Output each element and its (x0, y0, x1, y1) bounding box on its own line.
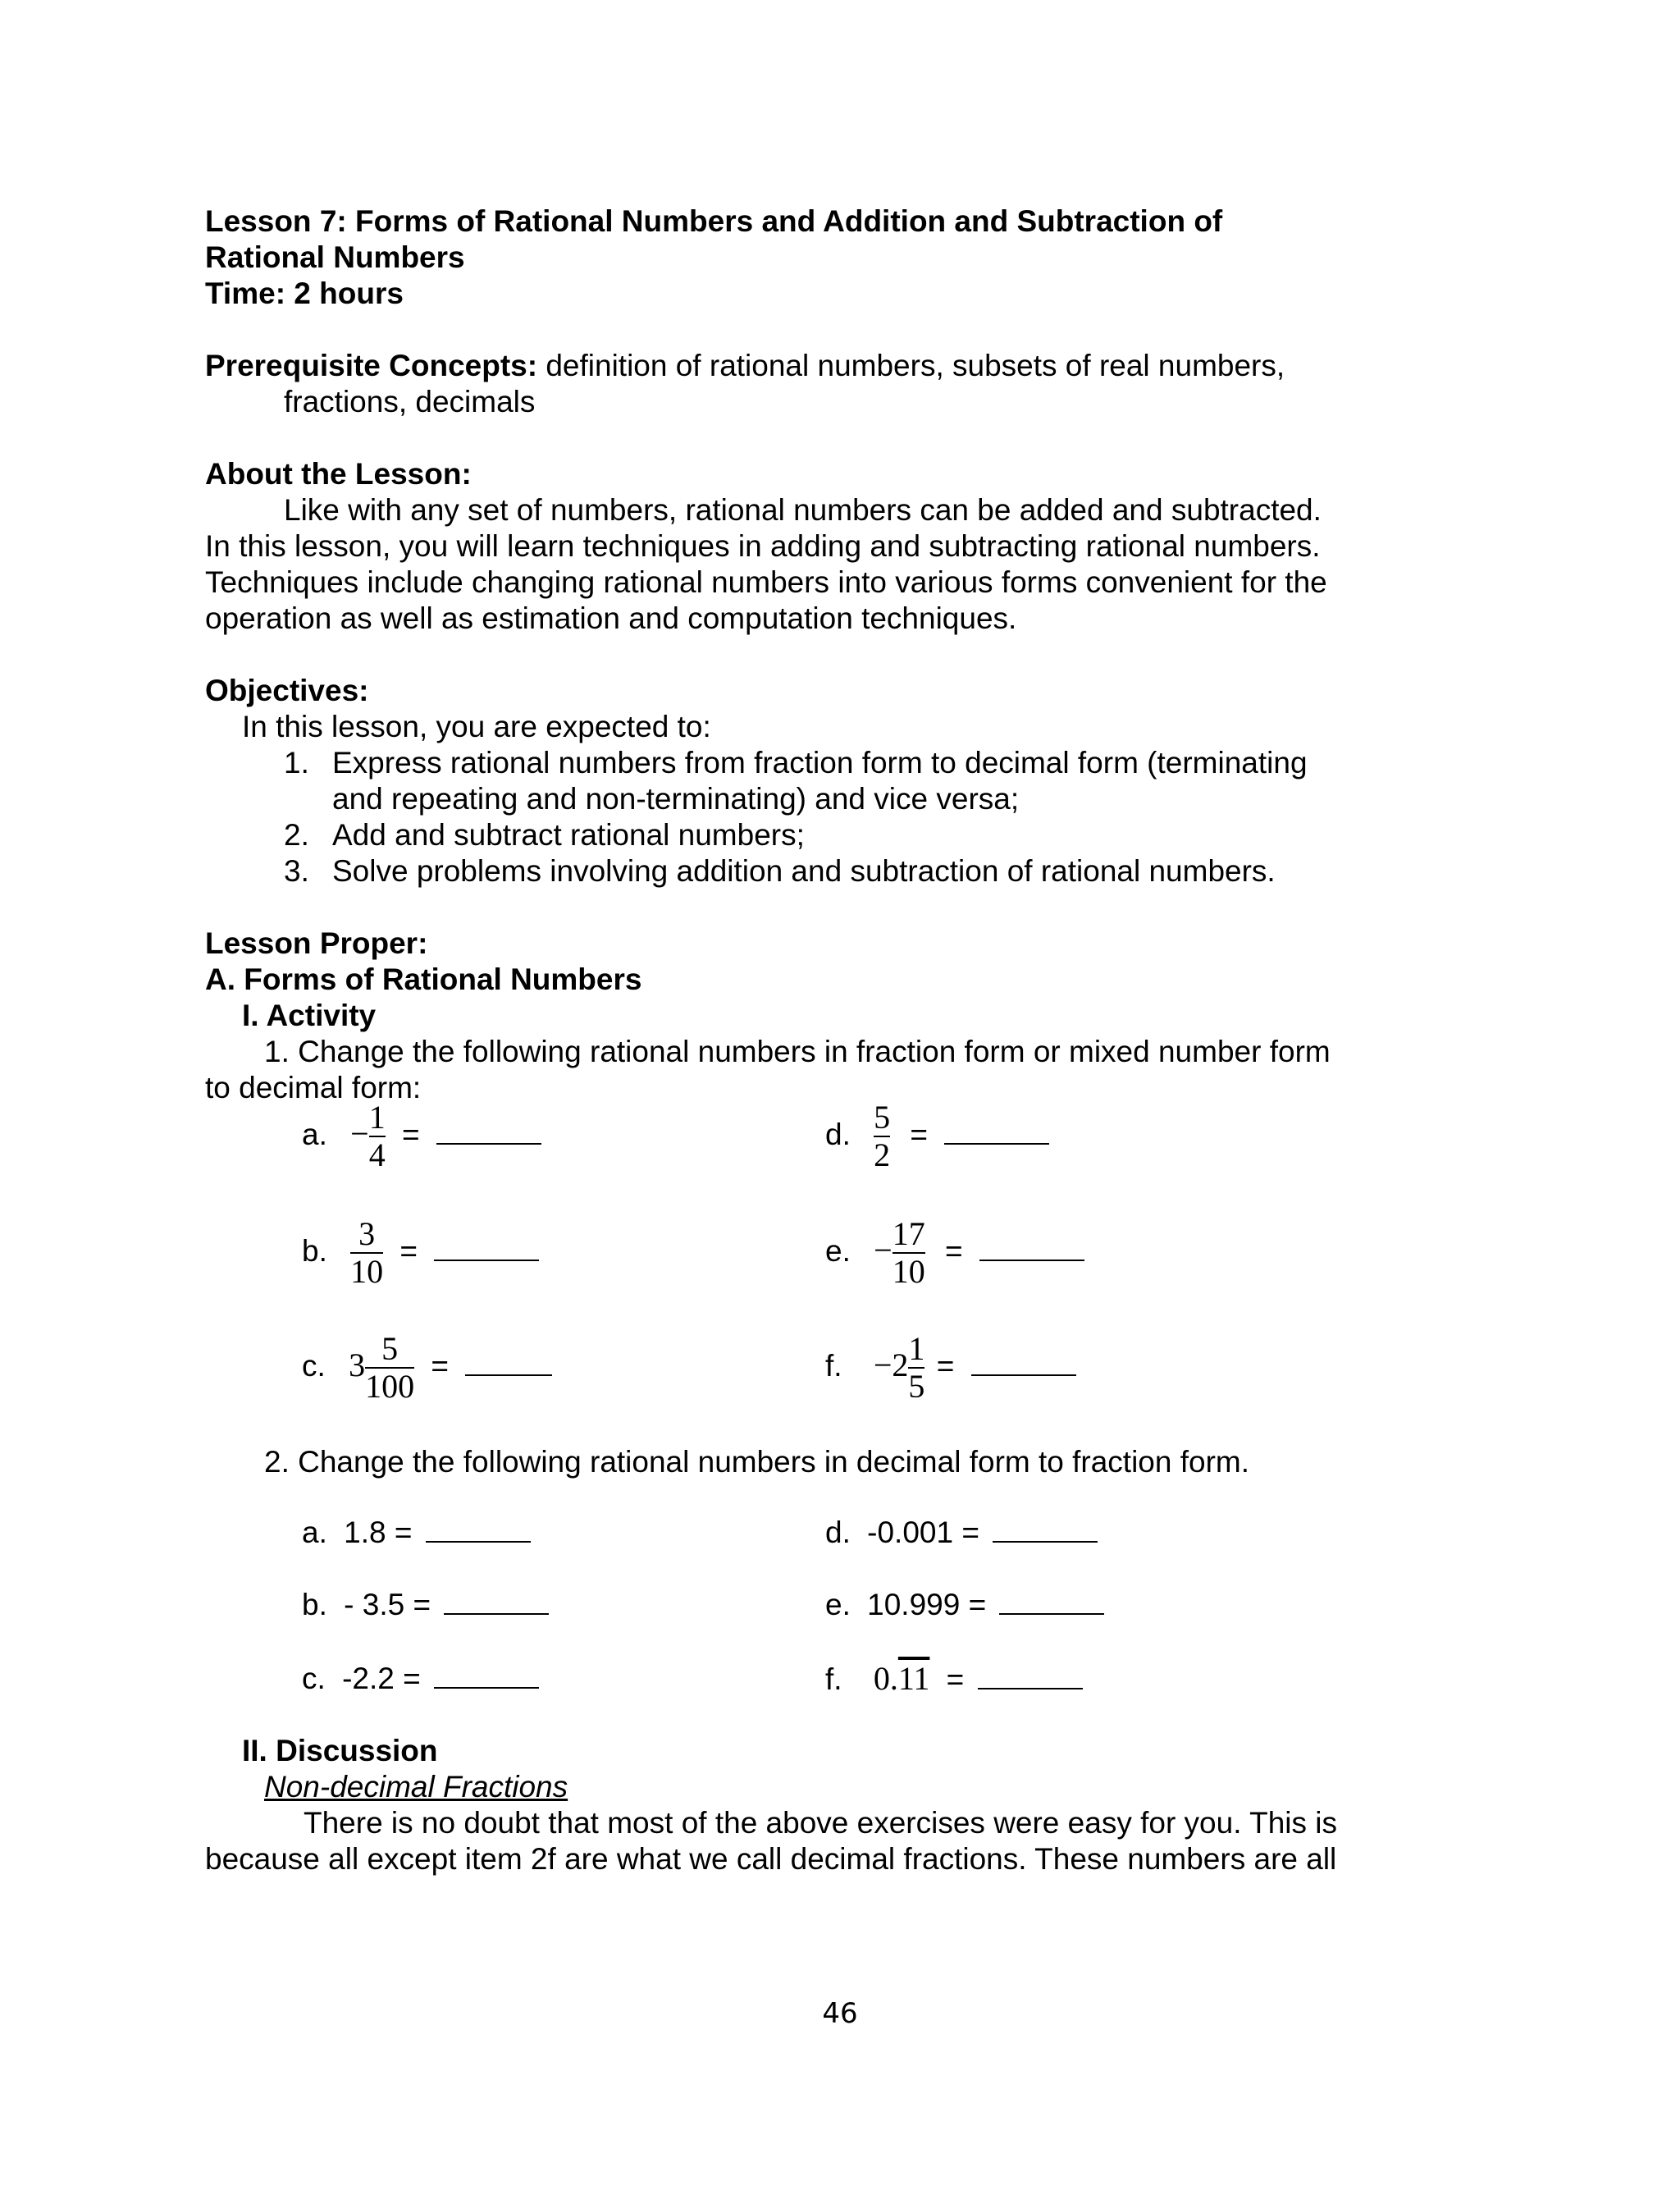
decimal-expression: - 3.5 = (344, 1588, 431, 1621)
about-line-2: In this lesson, you will learn techniques in adding and subtracting rational numbers. (205, 529, 1321, 563)
equals-sign: = (401, 1117, 420, 1151)
equals-sign: = (431, 1348, 449, 1383)
exercise-label: d. (825, 1117, 851, 1151)
prerequisite-label: Prerequisite Concepts: (205, 349, 538, 382)
exercise-2b (302, 1587, 549, 1623)
answer-blank (426, 1516, 531, 1543)
denominator: 100 (365, 1368, 415, 1405)
objective-number: 1. (284, 746, 309, 780)
exercise-label: a. (302, 1117, 327, 1151)
objective-item (284, 817, 1386, 853)
fraction (365, 1331, 414, 1405)
prerequisite-text-1: definition of rational numbers, subsets of real numbers, (546, 349, 1285, 382)
exercise-2e (825, 1587, 1104, 1623)
exercise-2f (825, 1661, 1083, 1698)
answer-blank (434, 1662, 539, 1689)
exercise-2c (302, 1661, 539, 1697)
answer-blank (971, 1350, 1076, 1376)
fraction (908, 1331, 924, 1405)
exercise-1e (825, 1216, 1084, 1290)
exercise-2d (825, 1515, 1098, 1551)
repeating-decimal-digits: 11 (897, 1660, 930, 1697)
lesson-title-line-2: Rational Numbers (205, 240, 465, 274)
equals-sign: = (936, 1348, 955, 1383)
denominator: 10 (892, 1253, 925, 1290)
fraction (892, 1216, 925, 1290)
about-heading: About the Lesson: (205, 457, 472, 491)
lesson-time: Time: 2 hours (205, 277, 404, 310)
equals-sign: = (944, 1233, 963, 1268)
exercise-label: e. (825, 1588, 851, 1621)
decimal-expression: 10.999 = (867, 1588, 987, 1621)
objective-item (284, 853, 1386, 889)
numerator: 5 (381, 1330, 399, 1367)
answer-blank (993, 1516, 1098, 1543)
exercise-1f (825, 1331, 1076, 1405)
minus-sign: − (874, 1231, 892, 1269)
objective-text: Express rational numbers from fraction form to decimal form (terminating (332, 746, 1308, 780)
about-line-1: Like with any set of numbers, rational numbers can be added and subtracted. (284, 493, 1322, 527)
numerator: 5 (874, 1099, 891, 1136)
equals-sign: = (399, 1233, 418, 1268)
fraction (874, 1100, 890, 1173)
prerequisite-line-1 (205, 348, 1386, 384)
objectives-heading: Objectives: (205, 674, 369, 707)
denominator: 10 (350, 1253, 384, 1290)
prerequisite-line-2: fractions, decimals (284, 385, 536, 418)
exercise-1c (302, 1331, 552, 1405)
lesson-title-line-1: Lesson 7: Forms of Rational Numbers and Addition and Subtraction of (205, 204, 1223, 238)
numerator: 17 (892, 1215, 925, 1252)
objective-text: Solve problems involving addition and subtraction of rational numbers. (332, 854, 1276, 888)
discussion-line-1: There is no doubt that most of the above exercises were easy for you. This is (304, 1806, 1338, 1840)
exercise-1b (302, 1216, 539, 1290)
fraction (350, 1216, 383, 1290)
objective-item (284, 745, 1386, 817)
minus-sign: − (350, 1114, 369, 1152)
answer-blank (444, 1589, 549, 1615)
whole-number: 3 (349, 1346, 366, 1383)
numerator: 1 (908, 1330, 925, 1367)
objective-text: and repeating and non-terminating) and vice versa; (332, 782, 1020, 816)
about-line-4: operation as well as estimation and computation techniques. (205, 601, 1017, 635)
denominator: 5 (908, 1368, 925, 1405)
exercise-label: d. (825, 1516, 851, 1549)
objectives-intro: In this lesson, you are expected to: (242, 710, 711, 743)
section-a-heading: A. Forms of Rational Numbers (205, 962, 642, 996)
exercise-1a (302, 1100, 541, 1173)
decimal-expression: -2.2 = (342, 1662, 421, 1695)
answer-blank (944, 1118, 1049, 1145)
about-line-3: Techniques include changing rational numbers into various forms convenient for the (205, 565, 1327, 599)
repeating-decimal-prefix: 0. (873, 1660, 898, 1697)
equals-sign: = (946, 1662, 965, 1696)
minus-sign: − (873, 1346, 892, 1383)
discussion-subheading: Non-decimal Fractions (264, 1770, 568, 1804)
question-1-line-2: to decimal form: (205, 1071, 422, 1104)
exercise-label: f. (825, 1662, 842, 1696)
objective-number: 2. (284, 818, 309, 852)
answer-blank (434, 1235, 539, 1261)
exercise-label: c. (302, 1348, 326, 1383)
objectives-list (205, 745, 1386, 889)
discussion-heading: II. Discussion (242, 1734, 438, 1767)
equals-sign: = (910, 1117, 929, 1151)
exercise-label: e. (825, 1233, 851, 1268)
objective-number: 3. (284, 854, 309, 888)
document-page (205, 203, 1386, 1106)
answer-blank (465, 1350, 552, 1376)
objective-text: Add and subtract rational numbers; (332, 818, 805, 852)
exercise-label: f. (825, 1348, 842, 1383)
exercise-label: a. (302, 1516, 327, 1549)
page-number: 46 (822, 1997, 858, 2030)
discussion-line-2: because all except item 2f are what we call decimal fractions. These numbers are all (205, 1842, 1337, 1876)
decimal-expression: -0.001 = (867, 1516, 979, 1549)
exercise-2a (302, 1515, 531, 1551)
whole-number: 2 (892, 1346, 909, 1383)
denominator: 4 (368, 1136, 386, 1173)
answer-blank (978, 1663, 1083, 1689)
lesson-proper-heading: Lesson Proper: (205, 926, 428, 960)
numerator: 3 (358, 1215, 376, 1252)
answer-blank (979, 1235, 1084, 1261)
answer-blank (999, 1589, 1104, 1615)
exercise-label: c. (302, 1662, 326, 1695)
discussion-section (205, 1733, 1386, 1877)
exercise-1d (825, 1100, 1049, 1173)
question-2-line: 2. Change the following rational numbers in decimal form to fraction form. (264, 1445, 1250, 1479)
numerator: 1 (368, 1099, 386, 1136)
answer-blank (436, 1118, 541, 1145)
decimal-expression: 1.8 = (344, 1516, 413, 1549)
exercise-label: b. (302, 1588, 327, 1621)
activity-heading: I. Activity (242, 999, 377, 1032)
exercise-label: b. (302, 1233, 327, 1268)
question-1-line-1: 1. Change the following rational numbers in fraction form or mixed number form (264, 1035, 1331, 1068)
fraction (369, 1100, 386, 1173)
denominator: 2 (874, 1136, 891, 1173)
